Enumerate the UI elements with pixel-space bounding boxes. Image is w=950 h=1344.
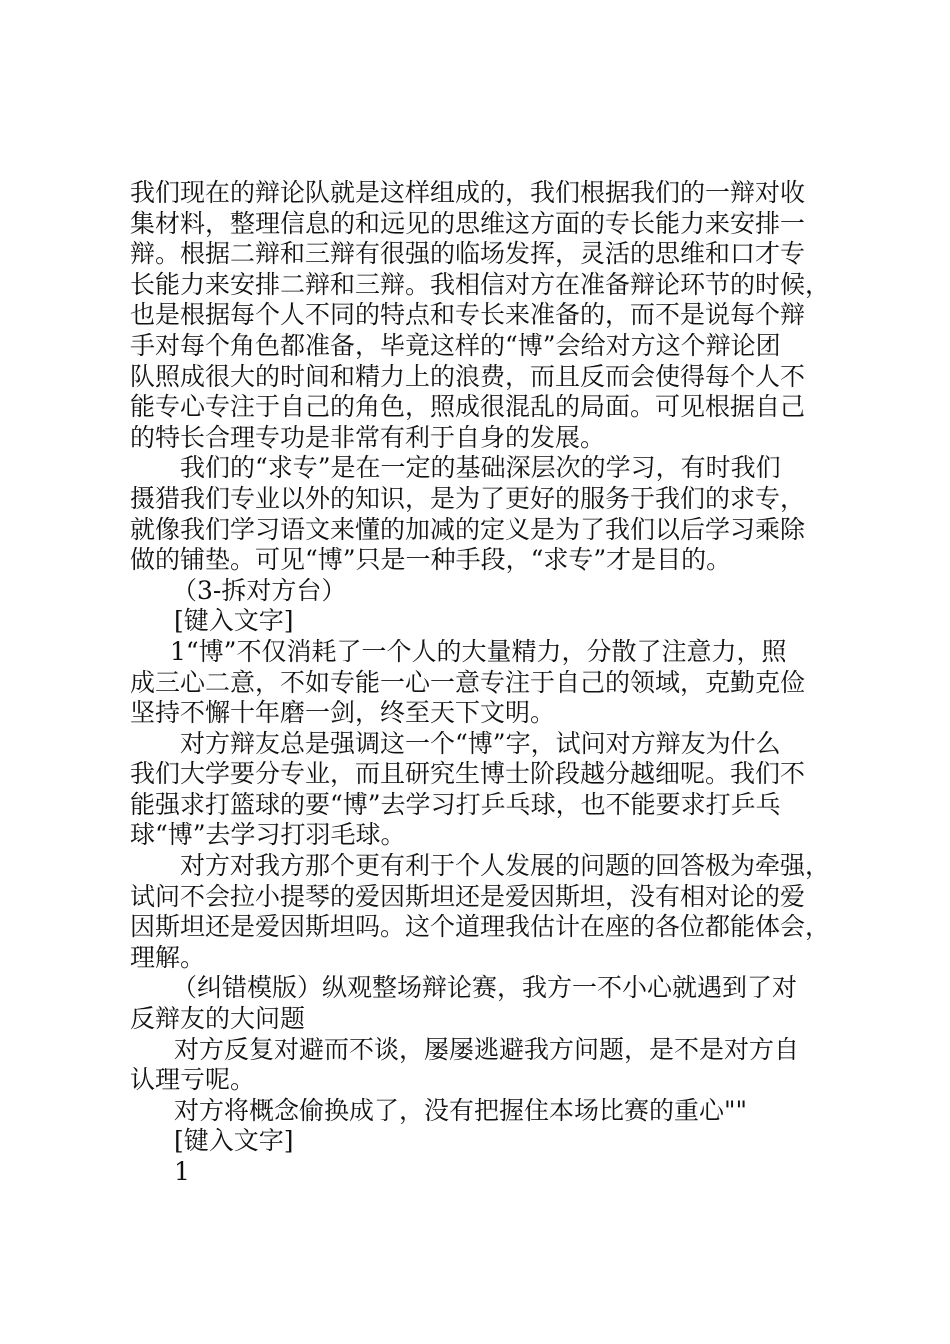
text-line: 辩。根据二辩和三辩有很强的临场发挥，灵活的思维和口才专 (130, 239, 806, 269)
text-line: 手对每个角色都准备，毕竟这样的“博”会给对方这个辩论团 (130, 330, 781, 360)
text-line: 反辩友的大问题 (130, 1004, 306, 1034)
text-line: 1“博”不仅消耗了一个人的大量精力，分散了注意力，照 (170, 636, 787, 666)
text-line: 的特长合理专功是非常有利于自身的发展。 (130, 422, 606, 452)
text-line: 成三心二意，不如专能一心一意专注于自己的领域，克勤克俭 (130, 667, 806, 697)
text-line: 能强求打篮球的要“博”去学习打乒乓球，也不能要求打乒乓 (130, 789, 781, 819)
text-line: 对方将概念偷换成了，没有把握住本场比赛的重心"" (174, 1095, 748, 1125)
text-line: 能专心专注于自己的角色，照成很混乱的局面。可见根据自己 (130, 392, 806, 422)
text-line: [键入文字] (174, 1126, 294, 1156)
text-line: （纠错模版）纵观整场辩论赛，我方一不小心就遇到了对 (172, 973, 798, 1003)
text-line: 球“博”去学习打羽毛球。 (130, 820, 406, 850)
text-line: 坚持不懈十年磨一剑，终至天下文明。 (130, 698, 556, 728)
text-line: 做的铺垫。可见“博”只是一种手段，“求专”才是目的。 (130, 545, 732, 575)
text-line: 对方对我方那个更有利于个人发展的问题的回答极为牵强， (180, 851, 831, 881)
text-line: 集材料，整理信息的和远见的思维这方面的专长能力来安排一 (130, 208, 806, 238)
text-line: 我们大学要分专业，而且研究生博士阶段越分越细呢。我们不 (130, 759, 806, 789)
text-line: 就像我们学习语文来懂的加减的定义是为了我们以后学习乘除 (130, 514, 806, 544)
document-body (130, 178, 850, 1188)
text-line: （3-拆对方台） (172, 575, 347, 605)
text-line: 对方辩友总是强调这一个“博”字，试问对方辩友为什么 (180, 728, 781, 758)
text-line: 对方反复对避而不谈，屡屡逃避我方问题，是不是对方自 (174, 1034, 800, 1064)
text-line: 也是根据每个人不同的特点和专长来准备的，而不是说每个辩 (130, 300, 806, 330)
text-line: [键入文字] (174, 606, 294, 636)
text-line: 我们现在的辩论队就是这样组成的，我们根据我们的一辩对收 (130, 178, 806, 207)
text-line: 因斯坦还是爱因斯坦吗。这个道理我估计在座的各位都能体会， (130, 912, 831, 942)
text-line: 试问不会拉小提琴的爱因斯坦还是爱因斯坦，没有相对论的爱 (130, 881, 806, 911)
text-line: 理解。 (130, 942, 206, 972)
text-line: 长能力来安排二辩和三辩。我相信对方在准备辩论环节的时候， (130, 269, 831, 299)
text-line: 队照成很大的时间和精力上的浪费，而且反而会使得每个人不 (130, 361, 806, 391)
text-line: 认理亏呢。 (130, 1065, 256, 1095)
text-line: 摄猎我们专业以外的知识，是为了更好的服务于我们的求专， (130, 483, 806, 513)
text-line: 1 (174, 1157, 190, 1186)
text-line: 我们的“求专”是在一定的基础深层次的学习，有时我们 (180, 453, 781, 483)
